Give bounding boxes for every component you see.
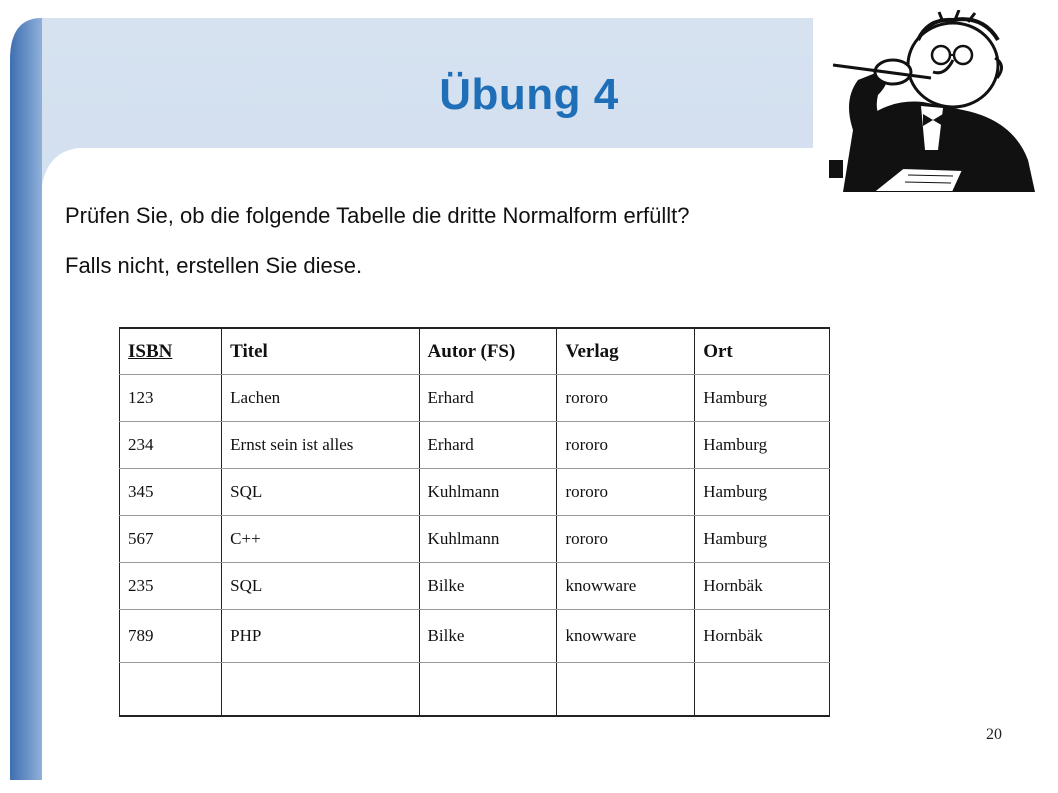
cell-verlag: rororo (557, 516, 695, 563)
header-autor: Autor (FS) (419, 328, 557, 375)
table-row (120, 422, 830, 469)
table-row (120, 610, 830, 663)
cell-verlag (557, 663, 695, 717)
cell-verlag: knowware (557, 610, 695, 663)
cell-isbn: 234 (120, 422, 222, 469)
header-ort: Ort (695, 328, 830, 375)
books-table (119, 327, 830, 717)
cell-verlag: rororo (557, 422, 695, 469)
cell-autor: Bilke (419, 563, 557, 610)
cell-titel: SQL (222, 563, 419, 610)
cell-ort: Hamburg (695, 375, 830, 422)
question-text: Prüfen Sie, ob die folgende Tabelle die dritte Normalform erfüllt? (65, 203, 690, 228)
cell-ort: Hamburg (695, 422, 830, 469)
cell-ort: Hornbäk (695, 563, 830, 610)
table-row (120, 516, 830, 563)
cell-ort (695, 663, 830, 717)
cell-ort: Hamburg (695, 516, 830, 563)
table-row (120, 375, 830, 422)
table-header-row (120, 328, 830, 375)
header-isbn: ISBN (120, 328, 222, 375)
cell-verlag: rororo (557, 469, 695, 516)
cell-titel: PHP (222, 610, 419, 663)
cell-isbn: 345 (120, 469, 222, 516)
table-row-empty (120, 663, 830, 717)
header-titel: Titel (222, 328, 419, 375)
cell-titel: Ernst sein ist alles (222, 422, 419, 469)
cell-autor: Bilke (419, 610, 557, 663)
table-row (120, 469, 830, 516)
cell-isbn: 235 (120, 563, 222, 610)
header-verlag: Verlag (557, 328, 695, 375)
cell-autor: Kuhlmann (419, 469, 557, 516)
cell-titel: SQL (222, 469, 419, 516)
cell-autor: Kuhlmann (419, 516, 557, 563)
cell-verlag: knowware (557, 563, 695, 610)
cell-titel (222, 663, 419, 717)
instruction-text: Falls nicht, erstellen Sie diese. (65, 253, 363, 278)
cell-autor: Erhard (419, 422, 557, 469)
page-number: 20 (986, 726, 1002, 743)
cell-ort: Hamburg (695, 469, 830, 516)
slide-title: Übung 4 (439, 70, 619, 119)
side-bar (10, 18, 42, 780)
cell-verlag: rororo (557, 375, 695, 422)
cell-autor (419, 663, 557, 717)
cell-isbn: 123 (120, 375, 222, 422)
cell-titel: C++ (222, 516, 419, 563)
cell-titel: Lachen (222, 375, 419, 422)
cell-isbn (120, 663, 222, 717)
table-row (120, 563, 830, 610)
cell-isbn: 789 (120, 610, 222, 663)
cell-autor: Erhard (419, 375, 557, 422)
cell-ort: Hornbäk (695, 610, 830, 663)
cell-isbn: 567 (120, 516, 222, 563)
